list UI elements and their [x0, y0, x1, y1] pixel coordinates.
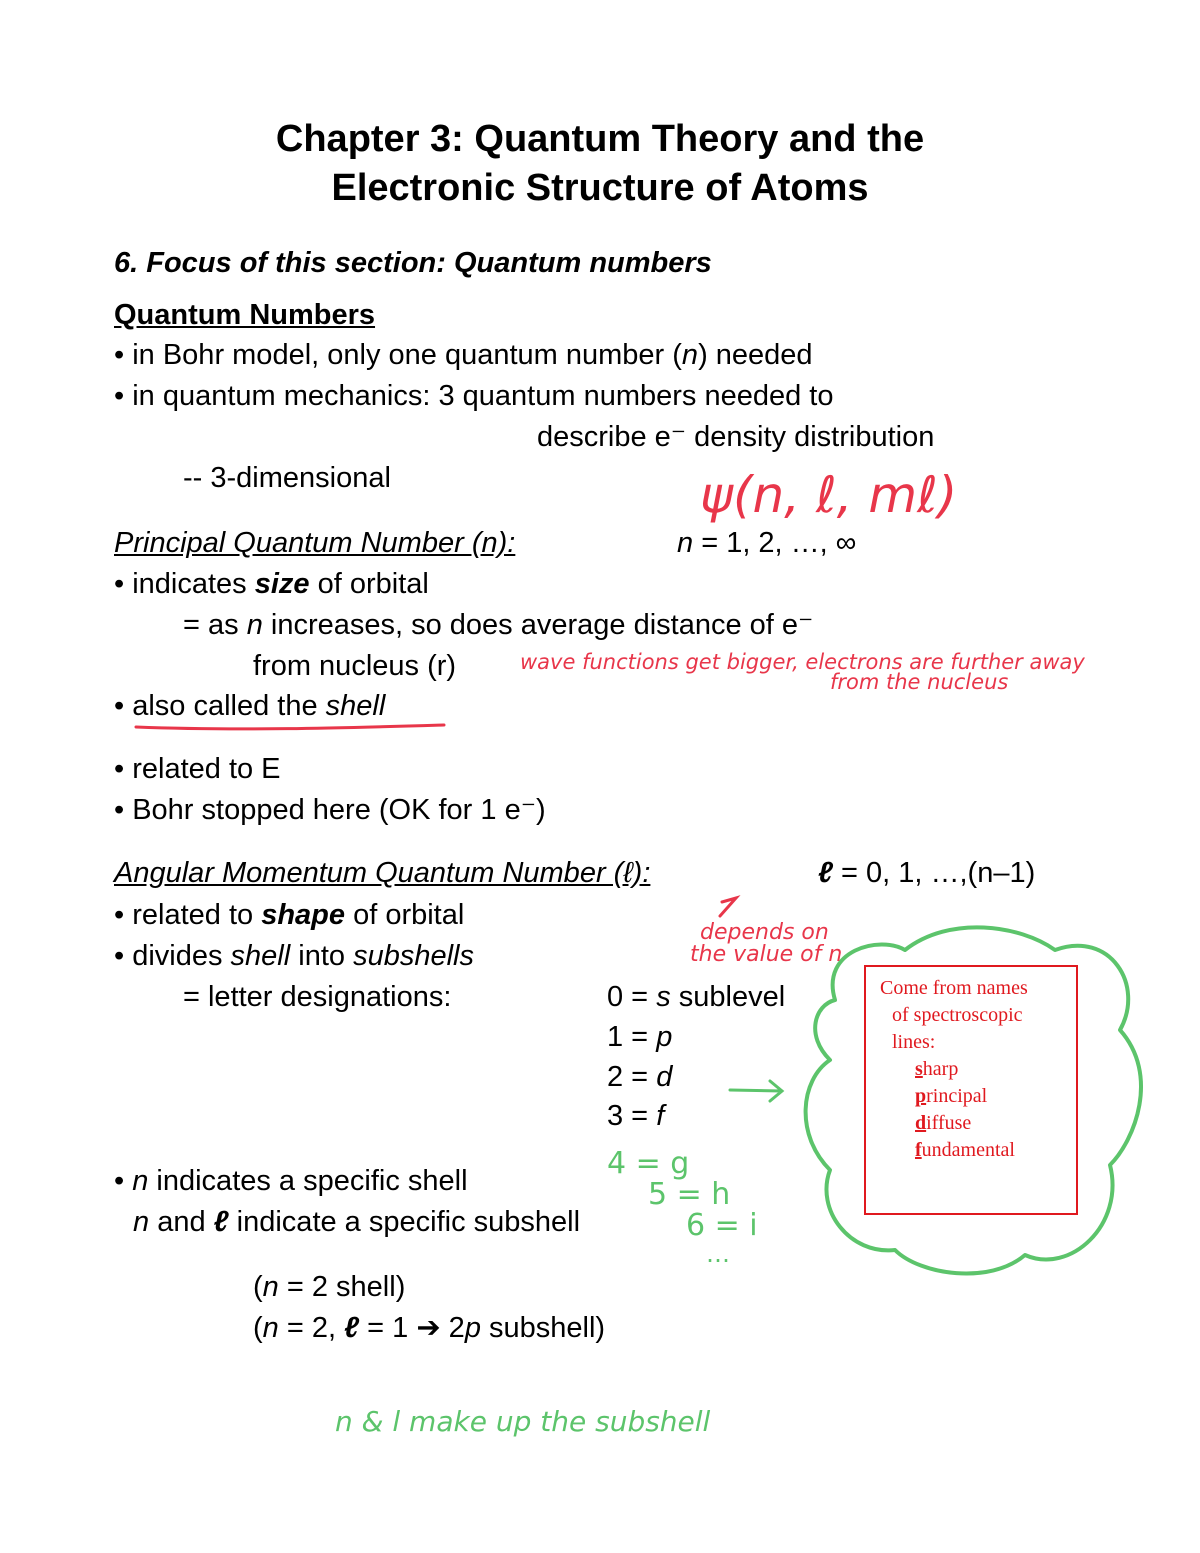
designation-6-note: 6 = i: [686, 1208, 758, 1243]
angular-bullet-5: n and ℓ indicate a specific subshell: [133, 1206, 581, 1238]
principal-bullet-5: • Bohr stopped here (OK for 1 e⁻): [114, 794, 546, 826]
designation-3: 3 = f: [607, 1100, 665, 1132]
angular-bullet-1: • related to shape of orbital: [114, 899, 465, 931]
example-2: (n = 2, ℓ = 1 ➔ 2p subshell): [253, 1312, 606, 1344]
green-arrow: [730, 1081, 782, 1101]
designation-2: 2 = d: [607, 1061, 673, 1093]
depends-note-line-2: the value of n: [690, 942, 843, 967]
quantum-numbers-heading: Quantum Numbers: [114, 299, 376, 331]
qn-bullet-2-cont: describe e⁻ density distribution: [537, 421, 935, 453]
wave-note-line-1: wave functions get bigger, electrons are further away: [520, 650, 1085, 674]
shell-underline: [136, 725, 444, 729]
box-line-2: of spectroscopic: [892, 1004, 1023, 1026]
angular-bullet-3: = letter designations:: [183, 981, 452, 1013]
wave-note-line-2: from the nucleus: [830, 670, 1009, 694]
principal-bullet-4: • related to E: [114, 753, 281, 785]
box-item-diffuse: diffuse: [915, 1112, 972, 1134]
angular-bullet-4: • n indicates a specific shell: [114, 1165, 468, 1197]
principal-heading: Principal Quantum Number (n):: [114, 527, 516, 559]
psi-annotation: ψ(n, ℓ, mℓ): [700, 466, 958, 524]
section-heading: 6. Focus of this section: Quantum numbers: [114, 247, 712, 279]
angular-heading: Angular Momentum Quantum Number (ℓ):: [114, 857, 651, 889]
qn-bullet-1: • in Bohr model, only one quantum number (n) needed: [114, 339, 813, 371]
box-item-sharp: sharp: [915, 1058, 959, 1080]
qn-bullet-3: -- 3-dimensional: [183, 462, 391, 494]
title-line-1: Chapter 3: Quantum Theory and the: [275, 118, 925, 160]
box-line-1: Come from names: [880, 977, 1028, 999]
depends-note-line-1: depends on: [700, 920, 829, 945]
spectroscopic-lines-box: [864, 965, 1078, 1215]
qn-bullet-2: • in quantum mechanics: 3 quantum numbers needed to: [114, 380, 834, 412]
principal-bullet-2: = as n increases, so does average distance of e⁻: [183, 609, 814, 641]
principal-bullet-3: • also called the shell: [114, 690, 386, 722]
principal-bullet-1: • indicates size of orbital: [114, 568, 429, 600]
title-line-2: Electronic Structure of Atoms: [331, 167, 869, 209]
angular-bullet-2: • divides shell into subshells: [114, 940, 474, 972]
subshell-note: n & l make up the subshell: [335, 1405, 711, 1438]
designation-0: 0 = s sublevel: [607, 981, 786, 1013]
box-item-principal: principal: [915, 1085, 988, 1107]
principal-bullet-2-cont: from nucleus (r): [253, 650, 457, 682]
principal-equation: n = 1, 2, …, ∞: [677, 527, 857, 559]
designation-1: 1 = p: [607, 1021, 673, 1053]
box-line-3: lines:: [892, 1031, 936, 1053]
angular-equation: ℓ = 0, 1, …,(n–1): [818, 857, 1036, 889]
example-1: (n = 2 shell): [253, 1271, 406, 1303]
designation-5-note: 5 = h: [648, 1177, 731, 1212]
depends-arrow: [720, 898, 736, 916]
box-item-fundamental: fundamental: [915, 1139, 1015, 1161]
designation-dots: …: [706, 1240, 730, 1268]
designation-4-note: 4 = g: [607, 1146, 690, 1181]
